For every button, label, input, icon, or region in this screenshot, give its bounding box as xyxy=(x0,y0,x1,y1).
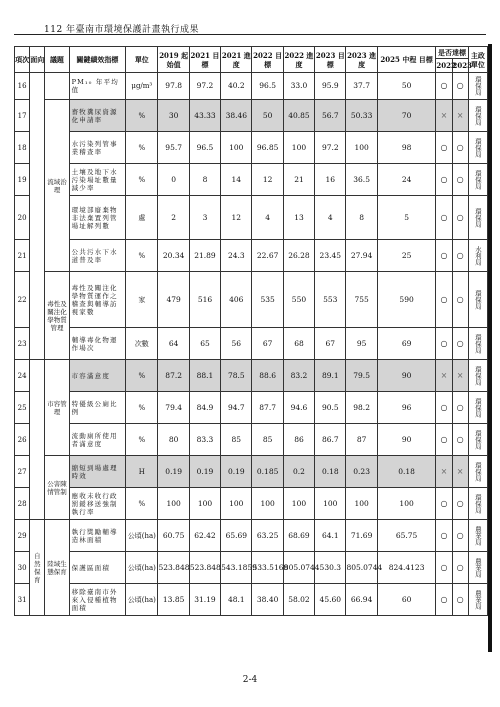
row-no: 25 xyxy=(15,392,30,424)
mid-target-cell: 90 xyxy=(377,360,436,392)
progress-2021-cell: 14 xyxy=(221,164,252,196)
table-row xyxy=(15,132,488,164)
mid-target-cell: 25 xyxy=(377,240,436,272)
agency-cell: 環保局 xyxy=(468,424,487,456)
row-no: 16 xyxy=(15,73,30,100)
target-2021-cell: 21.89 xyxy=(189,240,220,272)
row-no: 28 xyxy=(15,488,30,520)
achieved-2023-mark: ○ xyxy=(452,584,468,616)
target-2022-cell: 50 xyxy=(252,100,283,132)
progress-2022-cell: 100 xyxy=(283,132,314,164)
indicator-cell: 水污染列管事業稽查率 xyxy=(69,132,126,164)
progress-2021-cell: 406 xyxy=(221,272,252,328)
target-2021-cell: 523.848 xyxy=(189,552,220,584)
baseline-cell: 100 xyxy=(158,488,189,520)
row-no: 27 xyxy=(15,456,30,488)
unit-cell: 家 xyxy=(126,272,158,328)
achieved-2023-mark: ○ xyxy=(452,196,468,240)
target-2023-cell: 90.5 xyxy=(315,392,346,424)
col-header-target-2021: 2021 目標 xyxy=(189,47,220,73)
progress-2021-cell: 100 xyxy=(221,488,252,520)
target-2022-cell: 535 xyxy=(252,272,283,328)
table-row xyxy=(15,73,488,100)
unit-cell: H xyxy=(126,456,158,488)
table-row xyxy=(15,100,488,132)
row-no: 19 xyxy=(15,164,30,196)
progress-2022-cell: 13 xyxy=(283,196,314,240)
unit-cell: % xyxy=(126,240,158,272)
target-2021-cell: 100 xyxy=(189,488,220,520)
target-2021-cell: 8 xyxy=(189,164,220,196)
unit-cell: 處 xyxy=(126,196,158,240)
progress-2023-cell: 8 xyxy=(346,196,377,240)
target-2022-cell: 96.85 xyxy=(252,132,283,164)
baseline-cell: 79.4 xyxy=(158,392,189,424)
mid-target-cell: 98 xyxy=(377,132,436,164)
target-2022-cell: 67 xyxy=(252,328,283,360)
col-header-domain: 面向 xyxy=(30,47,45,73)
target-2022-cell: 38.40 xyxy=(252,584,283,616)
achieved-2023-mark: ○ xyxy=(452,132,468,164)
target-2023-cell: 0.18 xyxy=(315,456,346,488)
indicator-cell: 移除臺南市外來入侵種植物面積 xyxy=(69,584,126,616)
baseline-cell: 20.34 xyxy=(158,240,189,272)
page-side-bar xyxy=(488,44,492,652)
achieved-2023-mark: × xyxy=(452,100,468,132)
target-2023-cell: 97.2 xyxy=(315,132,346,164)
target-2023-cell: 4 xyxy=(315,196,346,240)
progress-2023-cell: 50.33 xyxy=(346,100,377,132)
baseline-cell: 523.848 xyxy=(158,552,189,584)
achieved-2023-mark: ○ xyxy=(452,488,468,520)
indicator-cell: PM₁₀ 年平均值 xyxy=(69,73,126,100)
indicator-cell: 縮短到場處理時效 xyxy=(69,456,126,488)
achieved-2022-mark: × xyxy=(436,360,452,392)
agency-cell: 環保局 xyxy=(468,73,487,100)
achieved-2022-mark: ○ xyxy=(436,73,452,100)
mid-target-cell: 590 xyxy=(377,272,436,328)
target-2023-cell: 45.60 xyxy=(315,584,346,616)
agency-cell: 環保局 xyxy=(468,360,487,392)
baseline-cell: 0.19 xyxy=(158,456,189,488)
target-2022-cell: 22.67 xyxy=(252,240,283,272)
target-2021-cell: 62.42 xyxy=(189,520,220,552)
indicator-cell: 執行獎勵輔導造林面積 xyxy=(69,520,126,552)
topic-cell: 毒性及關注化學物質管理 xyxy=(45,272,69,360)
achieved-2023-mark: ○ xyxy=(452,164,468,196)
topic-cell: 市容管理 xyxy=(45,360,69,456)
topic-cell: 流域治理 xyxy=(45,100,69,272)
row-no: 31 xyxy=(15,584,30,616)
mid-target-cell: 70 xyxy=(377,100,436,132)
indicator-cell: 公共污水下水道普及率 xyxy=(69,240,126,272)
baseline-cell: 2 xyxy=(158,196,189,240)
unit-cell: % xyxy=(126,132,158,164)
progress-2022-cell: 40.85 xyxy=(283,100,314,132)
unit-cell: % xyxy=(126,488,158,520)
table-row xyxy=(15,196,488,240)
indicator-cell: 保護區面積 xyxy=(69,552,126,584)
progress-2021-cell: 0.19 xyxy=(221,456,252,488)
progress-2022-cell: 58.02 xyxy=(283,584,314,616)
agency-cell: 農業局 xyxy=(468,584,487,616)
table-row xyxy=(15,424,488,456)
target-2021-cell: 97.2 xyxy=(189,73,220,100)
achieved-2023-mark: ○ xyxy=(452,240,468,272)
indicator-cell: 流動廁所使用者滿意度 xyxy=(69,424,126,456)
unit-cell: % xyxy=(126,164,158,196)
achieved-2022-mark: ○ xyxy=(436,272,452,328)
col-header-no: 項次 xyxy=(15,47,30,73)
col-header-progress-2022: 2022 進度 xyxy=(283,47,314,73)
mid-target-cell: 100 xyxy=(377,488,436,520)
baseline-cell: 479 xyxy=(158,272,189,328)
row-no: 29 xyxy=(15,520,30,552)
agency-cell: 農業局 xyxy=(468,520,487,552)
mid-target-cell: 60 xyxy=(377,584,436,616)
target-2021-cell: 31.19 xyxy=(189,584,220,616)
target-2023-cell: 553 xyxy=(315,272,346,328)
achieved-2023-mark: × xyxy=(452,456,468,488)
progress-2023-cell: 100 xyxy=(346,488,377,520)
target-2021-cell: 84.9 xyxy=(189,392,220,424)
baseline-cell: 97.8 xyxy=(158,73,189,100)
header-divider xyxy=(14,34,486,35)
progress-2022-cell: 33.0 xyxy=(283,73,314,100)
achieved-2023-mark: ○ xyxy=(452,424,468,456)
table-row xyxy=(15,360,488,392)
progress-2022-cell: 83.2 xyxy=(283,360,314,392)
progress-2023-cell: 805.0744 xyxy=(346,552,377,584)
achieved-2022-mark: ○ xyxy=(436,552,452,584)
target-2023-cell: 67 xyxy=(315,328,346,360)
target-2022-cell: 96.5 xyxy=(252,73,283,100)
target-2023-cell: 89.1 xyxy=(315,360,346,392)
col-header-achieved-2023: 2023 xyxy=(452,59,468,73)
agency-cell: 環保局 xyxy=(468,132,487,164)
achieved-2022-mark: ○ xyxy=(436,520,452,552)
indicator-cell: 環境部廢棄物非法棄置列管場址解列數 xyxy=(69,196,126,240)
mid-target-cell: 69 xyxy=(377,328,436,360)
target-2022-cell: 0.185 xyxy=(252,456,283,488)
table-row xyxy=(15,164,488,196)
baseline-cell: 60.75 xyxy=(158,520,189,552)
progress-2023-cell: 37.7 xyxy=(346,73,377,100)
table-row xyxy=(15,328,488,360)
progress-2021-cell: 65.69 xyxy=(221,520,252,552)
achieved-2023-mark: ○ xyxy=(452,392,468,424)
progress-2022-cell: 805.0744 xyxy=(283,552,314,584)
mid-target-cell: 0.18 xyxy=(377,456,436,488)
row-no: 24 xyxy=(15,360,30,392)
target-2023-cell: 23.45 xyxy=(315,240,346,272)
progress-2022-cell: 100 xyxy=(283,488,314,520)
mid-target-cell: 5 xyxy=(377,196,436,240)
target-2021-cell: 88.1 xyxy=(189,360,220,392)
agency-cell: 環保局 xyxy=(468,272,487,328)
unit-cell: 公頃(ha) xyxy=(126,584,158,616)
domain-cell: 自然保育 xyxy=(30,520,45,616)
indicator-cell: 特優級公廁比例 xyxy=(69,392,126,424)
table-row xyxy=(15,272,488,328)
target-2022-cell: 100 xyxy=(252,488,283,520)
target-2022-cell: 87.7 xyxy=(252,392,283,424)
mid-target-cell: 96 xyxy=(377,392,436,424)
target-2022-cell: 12 xyxy=(252,164,283,196)
agency-cell: 水利局 xyxy=(468,240,487,272)
target-2022-cell: 63.25 xyxy=(252,520,283,552)
report-header-title: 112 年臺南市環境保護計畫執行成果 xyxy=(44,25,200,35)
table-row xyxy=(15,584,488,616)
achieved-2022-mark: ○ xyxy=(436,488,452,520)
row-no: 18 xyxy=(15,132,30,164)
page-number: 2-4 xyxy=(242,675,258,685)
progress-2021-cell: 24.3 xyxy=(221,240,252,272)
target-2023-cell: 86.7 xyxy=(315,424,346,456)
indicator-cell: 畜牧糞尿資源化申請率 xyxy=(69,100,126,132)
progress-2023-cell: 0.23 xyxy=(346,456,377,488)
baseline-cell: 30 xyxy=(158,100,189,132)
indicator-cell: 毒性及關注化學物質運作之稽查與輔導訪視家數 xyxy=(69,272,126,328)
progress-2021-cell: 56 xyxy=(221,328,252,360)
mid-target-cell: 50 xyxy=(377,73,436,100)
progress-2022-cell: 26.28 xyxy=(283,240,314,272)
progress-2022-cell: 68 xyxy=(283,328,314,360)
progress-2021-cell: 78.5 xyxy=(221,360,252,392)
domain-cell xyxy=(30,360,45,520)
progress-2022-cell: 68.69 xyxy=(283,520,314,552)
baseline-cell: 64 xyxy=(158,328,189,360)
unit-cell: 公頃(ha) xyxy=(126,520,158,552)
unit-cell: μg/m³ xyxy=(126,73,158,100)
progress-2022-cell: 86 xyxy=(283,424,314,456)
progress-2023-cell: 27.94 xyxy=(346,240,377,272)
row-no: 30 xyxy=(15,552,30,584)
baseline-cell: 87.2 xyxy=(158,360,189,392)
baseline-cell: 80 xyxy=(158,424,189,456)
progress-2021-cell: 38.46 xyxy=(221,100,252,132)
target-2023-cell: 530.3 xyxy=(315,552,346,584)
table-row xyxy=(15,488,488,520)
achieved-2022-mark: ○ xyxy=(436,584,452,616)
achieved-2023-mark: ○ xyxy=(452,328,468,360)
unit-cell: 次數 xyxy=(126,328,158,360)
col-header-topic: 議題 xyxy=(45,47,69,73)
col-header-progress-2021: 2021 進度 xyxy=(221,47,252,73)
progress-2023-cell: 66.94 xyxy=(346,584,377,616)
col-header-indicator: 關鍵績效指標 xyxy=(69,47,126,73)
kpi-table xyxy=(14,46,488,616)
agency-cell: 環保局 xyxy=(468,456,487,488)
col-header-unit: 單位 xyxy=(126,47,158,73)
progress-2021-cell: 12 xyxy=(221,196,252,240)
achieved-2022-mark: ○ xyxy=(436,424,452,456)
unit-cell: % xyxy=(126,392,158,424)
achieved-2022-mark: ○ xyxy=(436,240,452,272)
row-no: 21 xyxy=(15,240,30,272)
progress-2021-cell: 85 xyxy=(221,424,252,456)
target-2021-cell: 0.19 xyxy=(189,456,220,488)
mid-target-cell: 24 xyxy=(377,164,436,196)
target-2021-cell: 43.33 xyxy=(189,100,220,132)
progress-2021-cell: 48.1 xyxy=(221,584,252,616)
target-2023-cell: 64.1 xyxy=(315,520,346,552)
progress-2023-cell: 71.69 xyxy=(346,520,377,552)
target-2022-cell: 88.6 xyxy=(252,360,283,392)
progress-2022-cell: 94.6 xyxy=(283,392,314,424)
progress-2023-cell: 755 xyxy=(346,272,377,328)
baseline-cell: 0 xyxy=(158,164,189,196)
row-no: 22 xyxy=(15,272,30,328)
target-2021-cell: 3 xyxy=(189,196,220,240)
achieved-2022-mark: ○ xyxy=(436,164,452,196)
col-header-achieved-2022: 2022 xyxy=(436,59,452,73)
row-no: 26 xyxy=(15,424,30,456)
agency-cell: 環保局 xyxy=(468,196,487,240)
target-2023-cell: 16 xyxy=(315,164,346,196)
table-row xyxy=(15,240,488,272)
unit-cell: % xyxy=(126,360,158,392)
agency-cell: 環保局 xyxy=(468,392,487,424)
achieved-2022-mark: ○ xyxy=(436,392,452,424)
col-header-achieved: 是否達標 xyxy=(436,47,468,59)
topic-cell: 陸域生態保育 xyxy=(45,520,69,616)
indicator-cell: 應收未收行政罰鍰移送強制執行率 xyxy=(69,488,126,520)
target-2022-cell: 85 xyxy=(252,424,283,456)
progress-2022-cell: 21 xyxy=(283,164,314,196)
indicator-cell: 土壤及地下水污染場址數量減少率 xyxy=(69,164,126,196)
table-row xyxy=(15,456,488,488)
achieved-2023-mark: ○ xyxy=(452,73,468,100)
target-2023-cell: 95.9 xyxy=(315,73,346,100)
mid-target-cell: 90 xyxy=(377,424,436,456)
col-header-baseline: 2019 起始值 xyxy=(158,47,189,73)
row-no: 17 xyxy=(15,100,30,132)
indicator-cell: 輔導毒化物運作場次 xyxy=(69,328,126,360)
progress-2023-cell: 98.2 xyxy=(346,392,377,424)
table-row xyxy=(15,520,488,552)
agency-cell: 環保局 xyxy=(468,328,487,360)
achieved-2023-mark: ○ xyxy=(452,520,468,552)
col-header-agency: 主政單位 xyxy=(468,47,487,73)
target-2022-cell: 533.5169 xyxy=(252,552,283,584)
achieved-2022-mark: × xyxy=(436,100,452,132)
target-2021-cell: 516 xyxy=(189,272,220,328)
progress-2023-cell: 95 xyxy=(346,328,377,360)
table-row xyxy=(15,552,488,584)
mid-target-cell: 824.4123 xyxy=(377,552,436,584)
achieved-2023-mark: × xyxy=(452,360,468,392)
achieved-2022-mark: ○ xyxy=(436,132,452,164)
agency-cell: 農業局 xyxy=(468,552,487,584)
progress-2021-cell: 543.1859 xyxy=(221,552,252,584)
target-2023-cell: 100 xyxy=(315,488,346,520)
col-header-progress-2023: 2023 進度 xyxy=(346,47,377,73)
progress-2022-cell: 0.2 xyxy=(283,456,314,488)
col-header-mid-target-2025: 2025 中程 目標 xyxy=(377,47,436,73)
achieved-2022-mark: ○ xyxy=(436,196,452,240)
baseline-cell: 13.85 xyxy=(158,584,189,616)
target-2022-cell: 4 xyxy=(252,196,283,240)
agency-cell: 環保局 xyxy=(468,100,487,132)
baseline-cell: 95.7 xyxy=(158,132,189,164)
target-2021-cell: 96.5 xyxy=(189,132,220,164)
indicator-cell: 市容滿意度 xyxy=(69,360,126,392)
table-row xyxy=(15,392,488,424)
mid-target-cell: 65.75 xyxy=(377,520,436,552)
topic-cell: 公害陳情管制 xyxy=(45,456,69,520)
col-header-target-2023: 2023 目標 xyxy=(315,47,346,73)
col-header-target-2022: 2022 目標 xyxy=(252,47,283,73)
topic-cell xyxy=(45,73,69,100)
progress-2021-cell: 94.7 xyxy=(221,392,252,424)
progress-2023-cell: 36.5 xyxy=(346,164,377,196)
target-2023-cell: 56.7 xyxy=(315,100,346,132)
unit-cell: 公頃(ha) xyxy=(126,552,158,584)
achieved-2023-mark: ○ xyxy=(452,552,468,584)
achieved-2022-mark: ○ xyxy=(436,328,452,360)
progress-2023-cell: 87 xyxy=(346,424,377,456)
progress-2023-cell: 100 xyxy=(346,132,377,164)
agency-cell: 環保局 xyxy=(468,164,487,196)
progress-2021-cell: 40.2 xyxy=(221,73,252,100)
progress-2022-cell: 550 xyxy=(283,272,314,328)
agency-cell: 環保局 xyxy=(468,488,487,520)
unit-cell: % xyxy=(126,100,158,132)
progress-2021-cell: 100 xyxy=(221,132,252,164)
progress-2023-cell: 79.5 xyxy=(346,360,377,392)
target-2021-cell: 83.3 xyxy=(189,424,220,456)
target-2021-cell: 65 xyxy=(189,328,220,360)
row-no: 20 xyxy=(15,196,30,240)
achieved-2022-mark: × xyxy=(436,456,452,488)
row-no: 23 xyxy=(15,328,30,360)
domain-cell xyxy=(30,73,45,360)
achieved-2023-mark: ○ xyxy=(452,272,468,328)
unit-cell: % xyxy=(126,424,158,456)
